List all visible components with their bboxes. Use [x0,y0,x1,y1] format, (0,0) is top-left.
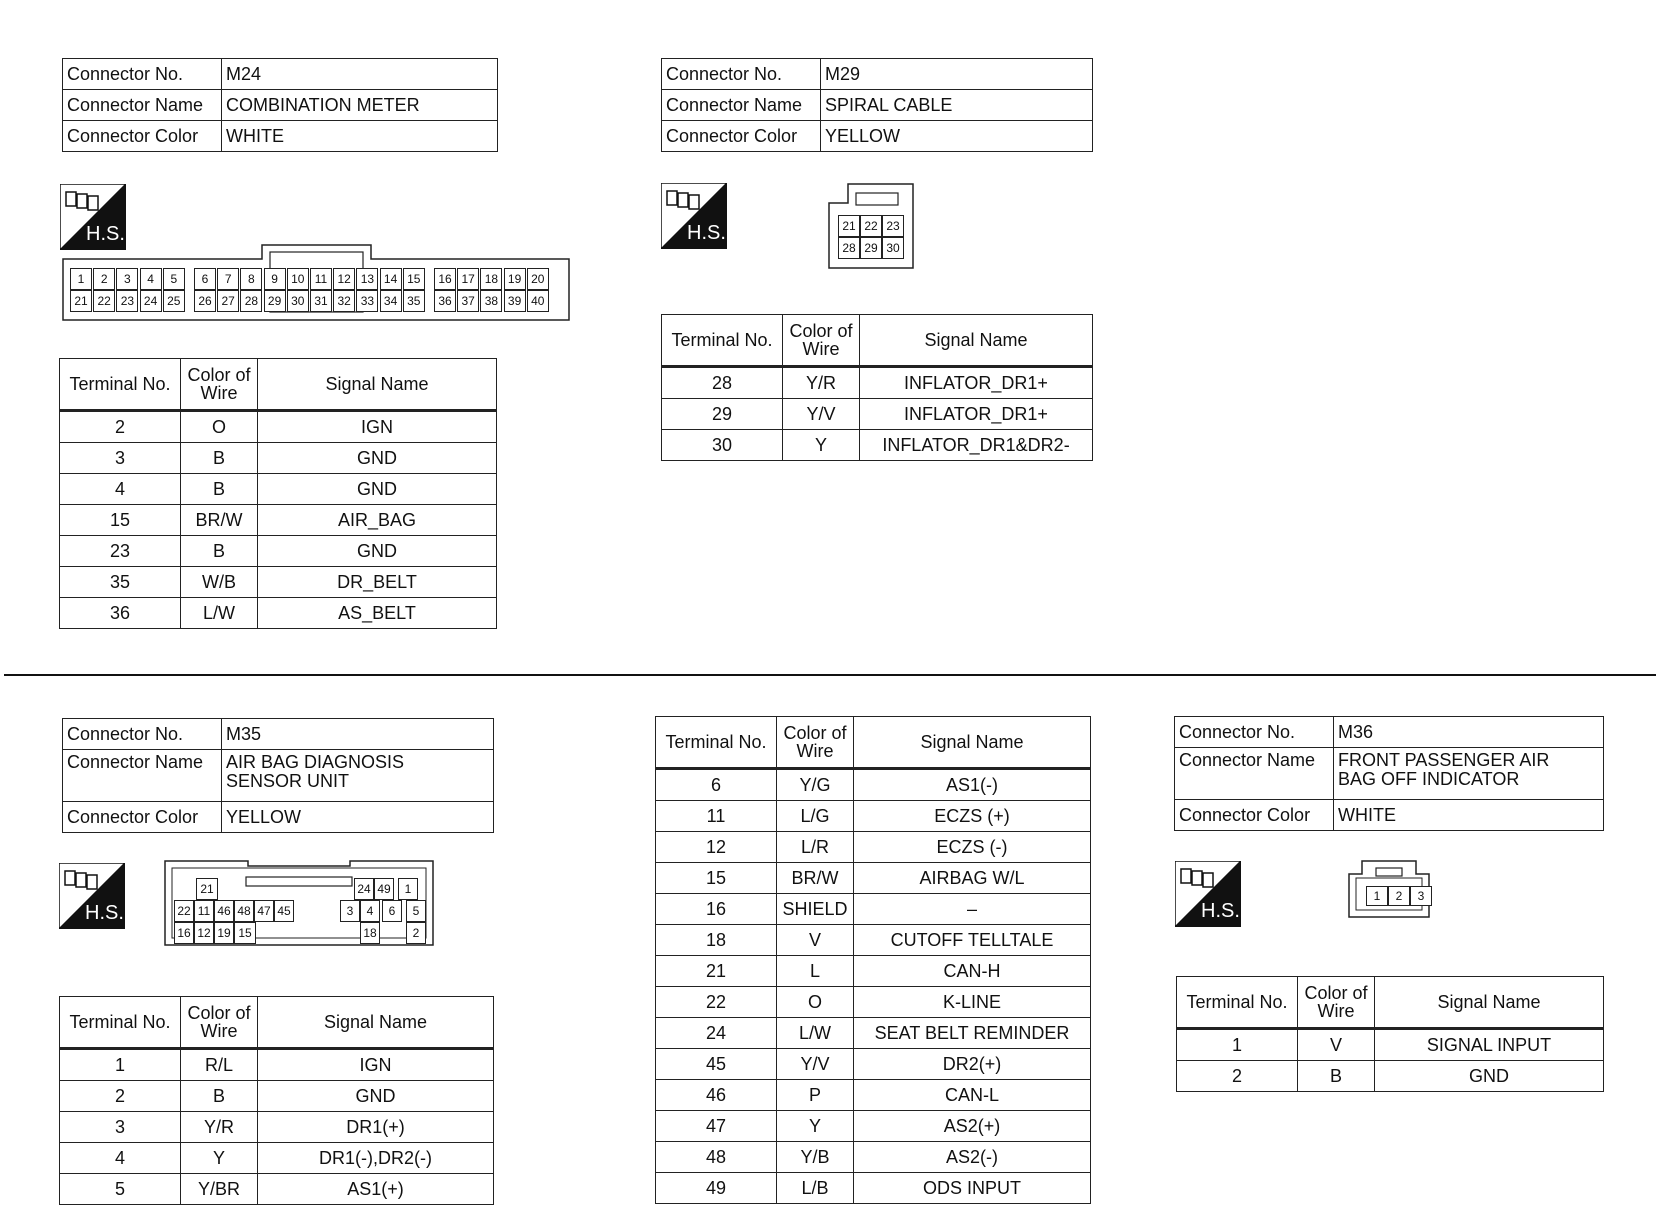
m29-wire-color-header: Color of Wire [783,315,860,367]
m36-terminal-table [1176,976,1604,1092]
terminal-no: 1 [60,1049,181,1081]
pin-cell: 19 [214,922,234,944]
terminal-row [656,1018,1091,1049]
pin-cell: 19 [504,268,526,290]
wire-color: B [1298,1061,1375,1092]
wire-color: Y/R [181,1112,258,1143]
terminal-row [656,1173,1091,1204]
pin-cell: 7 [217,268,239,290]
terminal-no: 29 [662,399,783,430]
pin-cell: 2 [1388,886,1410,906]
terminal-no: 12 [656,832,777,863]
signal-name: K-LINE [854,987,1091,1018]
terminal-no: 3 [60,443,181,474]
signal-name: AS1(-) [854,769,1091,801]
signal-name: ECZS (-) [854,832,1091,863]
terminal-no: 24 [656,1018,777,1049]
pin-cell: 5 [163,268,185,290]
terminal-row [60,598,497,629]
wire-color: W/B [181,567,258,598]
m24-signal-header: Signal Name [258,359,497,411]
m29-terminal-table [661,314,1093,461]
m36-terminal-header: Terminal No. [1177,977,1298,1029]
m24-wire-color-header: Color of Wire [181,359,258,411]
wire-color: B [181,536,258,567]
wire-color: Y/V [783,399,860,430]
terminal-row [656,769,1091,801]
signal-name: IGN [258,411,497,443]
terminal-no: 4 [60,1143,181,1174]
m35-connector-face [164,860,434,946]
wire-color: BR/W [181,505,258,536]
pin-cell: 24 [354,878,374,900]
pin-cell: 28 [240,290,262,312]
pin-cell: 1 [398,878,418,900]
terminal-row [60,505,497,536]
signal-name: DR1(-),DR2(-) [258,1143,494,1174]
wire-color: Y [181,1143,258,1174]
terminal-no: 18 [656,925,777,956]
pin-cell: 37 [457,290,479,312]
m36-signal-header: Signal Name [1375,977,1604,1029]
pin-cell: 6 [194,268,216,290]
terminal-row [656,801,1091,832]
pin-cell: 3 [1410,886,1432,906]
terminal-row [60,1174,494,1205]
terminal-no: 47 [656,1111,777,1142]
pin-cell: 31 [310,290,332,312]
pin-cell: 4 [360,900,380,922]
pin-cell: 34 [380,290,402,312]
m35-info-table [62,718,494,833]
m24-connector-name-label: Connector Name [63,90,222,121]
pin-cell: 22 [174,900,194,922]
m36-hs-label: H.S. [1201,900,1240,922]
pin-cell: 25 [163,290,185,312]
signal-name: DR2(+) [854,1049,1091,1080]
signal-name: CUTOFF TELLTALE [854,925,1091,956]
terminal-no: 49 [656,1173,777,1204]
pin-cell: 11 [310,268,332,290]
pin-cell: 28 [838,237,860,259]
pin-cell: 12 [194,922,214,944]
signal-name: GND [258,1081,494,1112]
terminal-row [60,567,497,598]
m36-connector-no: M36 [1334,717,1604,748]
pin-cell: 21 [70,290,92,312]
terminal-row [60,411,497,443]
terminal-no: 4 [60,474,181,505]
terminal-no: 2 [60,411,181,443]
wire-color: Y [777,1111,854,1142]
terminal-row [1177,1029,1604,1061]
pin-cell: 9 [264,268,286,290]
m29-hs-badge [661,183,727,249]
terminal-row [656,1049,1091,1080]
pin-cell: 36 [434,290,456,312]
pin-cell: 13 [356,268,378,290]
pin-cell: 49 [374,878,394,900]
m35-wire-color-header: Color of Wire [181,997,258,1049]
terminal-row [656,956,1091,987]
pin-cell: 1 [70,268,92,290]
m36-info-table [1174,716,1604,831]
m29-info-table [661,58,1093,152]
pin-cell: 5 [406,900,426,922]
m35-terminal-table-continued [655,716,1091,1204]
wire-color: B [181,443,258,474]
pin-cell: 3 [340,900,360,922]
m35-hs-label: H.S. [85,902,124,924]
wire-color: B [181,474,258,505]
wire-color: Y/B [777,1142,854,1173]
terminal-row [656,1142,1091,1173]
m35-connector-name: AIR BAG DIAGNOSIS SENSOR UNIT [222,750,494,802]
pin-cell: 18 [480,268,502,290]
m29-connector-color: YELLOW [821,121,1093,152]
wire-color: O [181,411,258,443]
section-divider [4,674,1656,676]
pin-cell: 16 [174,922,194,944]
m29-terminal-header: Terminal No. [662,315,783,367]
m36-wire-color-header: Color of Wire [1298,977,1375,1029]
signal-name: DR1(+) [258,1112,494,1143]
pin-cell: 29 [264,290,286,312]
terminal-row [656,832,1091,863]
signal-name: AIR_BAG [258,505,497,536]
signal-name: CAN-H [854,956,1091,987]
m29-connector-name-label: Connector Name [662,90,821,121]
pin-cell: 26 [194,290,216,312]
m24-terminal-table [59,358,497,629]
signal-name: AS2(-) [854,1142,1091,1173]
signal-name: GND [1375,1061,1604,1092]
m35c-wire-color-header: Color of Wire [777,717,854,769]
m24-info-table [62,58,498,152]
wire-color: B [181,1081,258,1112]
terminal-row [656,1111,1091,1142]
terminal-no: 15 [656,863,777,894]
m29-connector-face [828,183,914,269]
m35c-signal-header: Signal Name [854,717,1091,769]
terminal-no: 16 [656,894,777,925]
pin-cell: 48 [234,900,254,922]
terminal-row [656,925,1091,956]
pin-cell: 45 [274,900,294,922]
signal-name: AIRBAG W/L [854,863,1091,894]
pin-cell: 35 [403,290,425,312]
pin-cell: 4 [140,268,162,290]
signal-name: GND [258,536,497,567]
m29-hs-label: H.S. [687,222,726,244]
terminal-row [656,863,1091,894]
wire-color: SHIELD [777,894,854,925]
m35-connector-name-label: Connector Name [63,750,222,802]
pin-cell: 8 [240,268,262,290]
pin-cell: 46 [214,900,234,922]
m36-connector-color-label: Connector Color [1175,800,1334,831]
m35-connector-no: M35 [222,719,494,750]
pin-cell: 18 [360,922,380,944]
wire-color: P [777,1080,854,1111]
terminal-no: 3 [60,1112,181,1143]
m36-connector-name: FRONT PASSENGER AIR BAG OFF INDICATOR [1334,748,1604,800]
m36-connector-no-label: Connector No. [1175,717,1334,748]
terminal-row [662,367,1093,399]
pin-cell: 15 [234,922,256,944]
m24-connector-name: COMBINATION METER [222,90,498,121]
terminal-row [656,894,1091,925]
m29-signal-header: Signal Name [860,315,1093,367]
m35-signal-header: Signal Name [258,997,494,1049]
m24-connector-face [62,242,570,322]
m29-connector-name: SPIRAL CABLE [821,90,1093,121]
terminal-no: 22 [656,987,777,1018]
wire-color: L/R [777,832,854,863]
terminal-no: 48 [656,1142,777,1173]
terminal-row [662,399,1093,430]
m24-connector-no: M24 [222,59,498,90]
m36-connector-name-label: Connector Name [1175,748,1334,800]
pin-cell: 30 [287,290,309,312]
pin-cell: 29 [860,237,882,259]
pin-cell: 15 [403,268,425,290]
m24-connector-color-label: Connector Color [63,121,222,152]
terminal-row [60,1049,494,1081]
m35-hs-badge [59,863,125,929]
pin-cell: 21 [196,878,218,900]
signal-name: GND [258,443,497,474]
m24-connector-color: WHITE [222,121,498,152]
pin-cell: 32 [333,290,355,312]
m35-terminal-header: Terminal No. [60,997,181,1049]
signal-name: ECZS (+) [854,801,1091,832]
wire-color: L/G [777,801,854,832]
pin-cell: 12 [333,268,355,290]
terminal-no: 30 [662,430,783,461]
pin-cell: 2 [406,922,426,944]
wire-color: BR/W [777,863,854,894]
terminal-no: 15 [60,505,181,536]
pin-cell: 33 [356,290,378,312]
m36-connector-face [1348,860,1430,918]
m29-connector-no-label: Connector No. [662,59,821,90]
terminal-row [60,474,497,505]
wire-color: O [777,987,854,1018]
signal-name: GND [258,474,497,505]
signal-name: SIGNAL INPUT [1375,1029,1604,1061]
terminal-row [60,1112,494,1143]
signal-name: SEAT BELT REMINDER [854,1018,1091,1049]
pin-cell: 6 [382,900,402,922]
terminal-row [662,430,1093,461]
m35-connector-color-label: Connector Color [63,802,222,833]
terminal-no: 1 [1177,1029,1298,1061]
wire-color: Y/BR [181,1174,258,1205]
pin-cell: 22 [93,290,115,312]
terminal-no: 21 [656,956,777,987]
pin-cell: 39 [504,290,526,312]
terminal-no: 46 [656,1080,777,1111]
pin-cell: 1 [1366,886,1388,906]
signal-name: DR_BELT [258,567,497,598]
terminal-row [60,536,497,567]
m24-hs-badge [60,184,126,250]
m29-connector-no: M29 [821,59,1093,90]
pin-cell: 24 [140,290,162,312]
pin-cell: 20 [527,268,549,290]
m36-hs-badge [1175,861,1241,927]
terminal-no: 35 [60,567,181,598]
terminal-no: 36 [60,598,181,629]
signal-name: – [854,894,1091,925]
terminal-no: 45 [656,1049,777,1080]
pin-cell: 16 [434,268,456,290]
terminal-row [60,443,497,474]
pin-cell: 3 [116,268,138,290]
terminal-row [656,987,1091,1018]
m35-connector-no-label: Connector No. [63,719,222,750]
m35c-terminal-header: Terminal No. [656,717,777,769]
wire-color: R/L [181,1049,258,1081]
terminal-row [1177,1061,1604,1092]
signal-name: AS1(+) [258,1174,494,1205]
pin-cell: 17 [457,268,479,290]
wire-color: V [777,925,854,956]
m35-terminal-table [59,996,494,1205]
terminal-no: 5 [60,1174,181,1205]
wire-color: Y/R [783,367,860,399]
terminal-row [656,1080,1091,1111]
terminal-no: 6 [656,769,777,801]
terminal-row [60,1081,494,1112]
signal-name: ODS INPUT [854,1173,1091,1204]
terminal-row [60,1143,494,1174]
terminal-no: 11 [656,801,777,832]
signal-name: INFLATOR_DR1+ [860,399,1093,430]
signal-name: AS_BELT [258,598,497,629]
m35-connector-color: YELLOW [222,802,494,833]
pin-cell: 22 [860,215,882,237]
m24-connector-no-label: Connector No. [63,59,222,90]
signal-name: IGN [258,1049,494,1081]
m24-terminal-header: Terminal No. [60,359,181,411]
wire-color: L/W [777,1018,854,1049]
pin-cell: 2 [93,268,115,290]
terminal-no: 2 [1177,1061,1298,1092]
wire-color: Y/V [777,1049,854,1080]
pin-cell: 11 [194,900,214,922]
wire-color: Y [783,430,860,461]
signal-name: INFLATOR_DR1+ [860,367,1093,399]
wire-color: L/W [181,598,258,629]
wire-color: L/B [777,1173,854,1204]
m29-connector-color-label: Connector Color [662,121,821,152]
m36-connector-color: WHITE [1334,800,1604,831]
m24-hs-label: H.S. [86,223,125,245]
wire-color: Y/G [777,769,854,801]
pin-cell: 40 [527,290,549,312]
signal-name: AS2(+) [854,1111,1091,1142]
pin-cell: 23 [882,215,904,237]
terminal-no: 28 [662,367,783,399]
pin-cell: 38 [480,290,502,312]
pin-cell: 21 [838,215,860,237]
pin-cell: 14 [380,268,402,290]
terminal-no: 2 [60,1081,181,1112]
signal-name: INFLATOR_DR1&DR2- [860,430,1093,461]
signal-name: CAN-L [854,1080,1091,1111]
pin-cell: 27 [217,290,239,312]
terminal-no: 23 [60,536,181,567]
wire-color: L [777,956,854,987]
wire-color: V [1298,1029,1375,1061]
pin-cell: 23 [116,290,138,312]
pin-cell: 47 [254,900,274,922]
pin-cell: 30 [882,237,904,259]
pin-cell: 10 [287,268,309,290]
